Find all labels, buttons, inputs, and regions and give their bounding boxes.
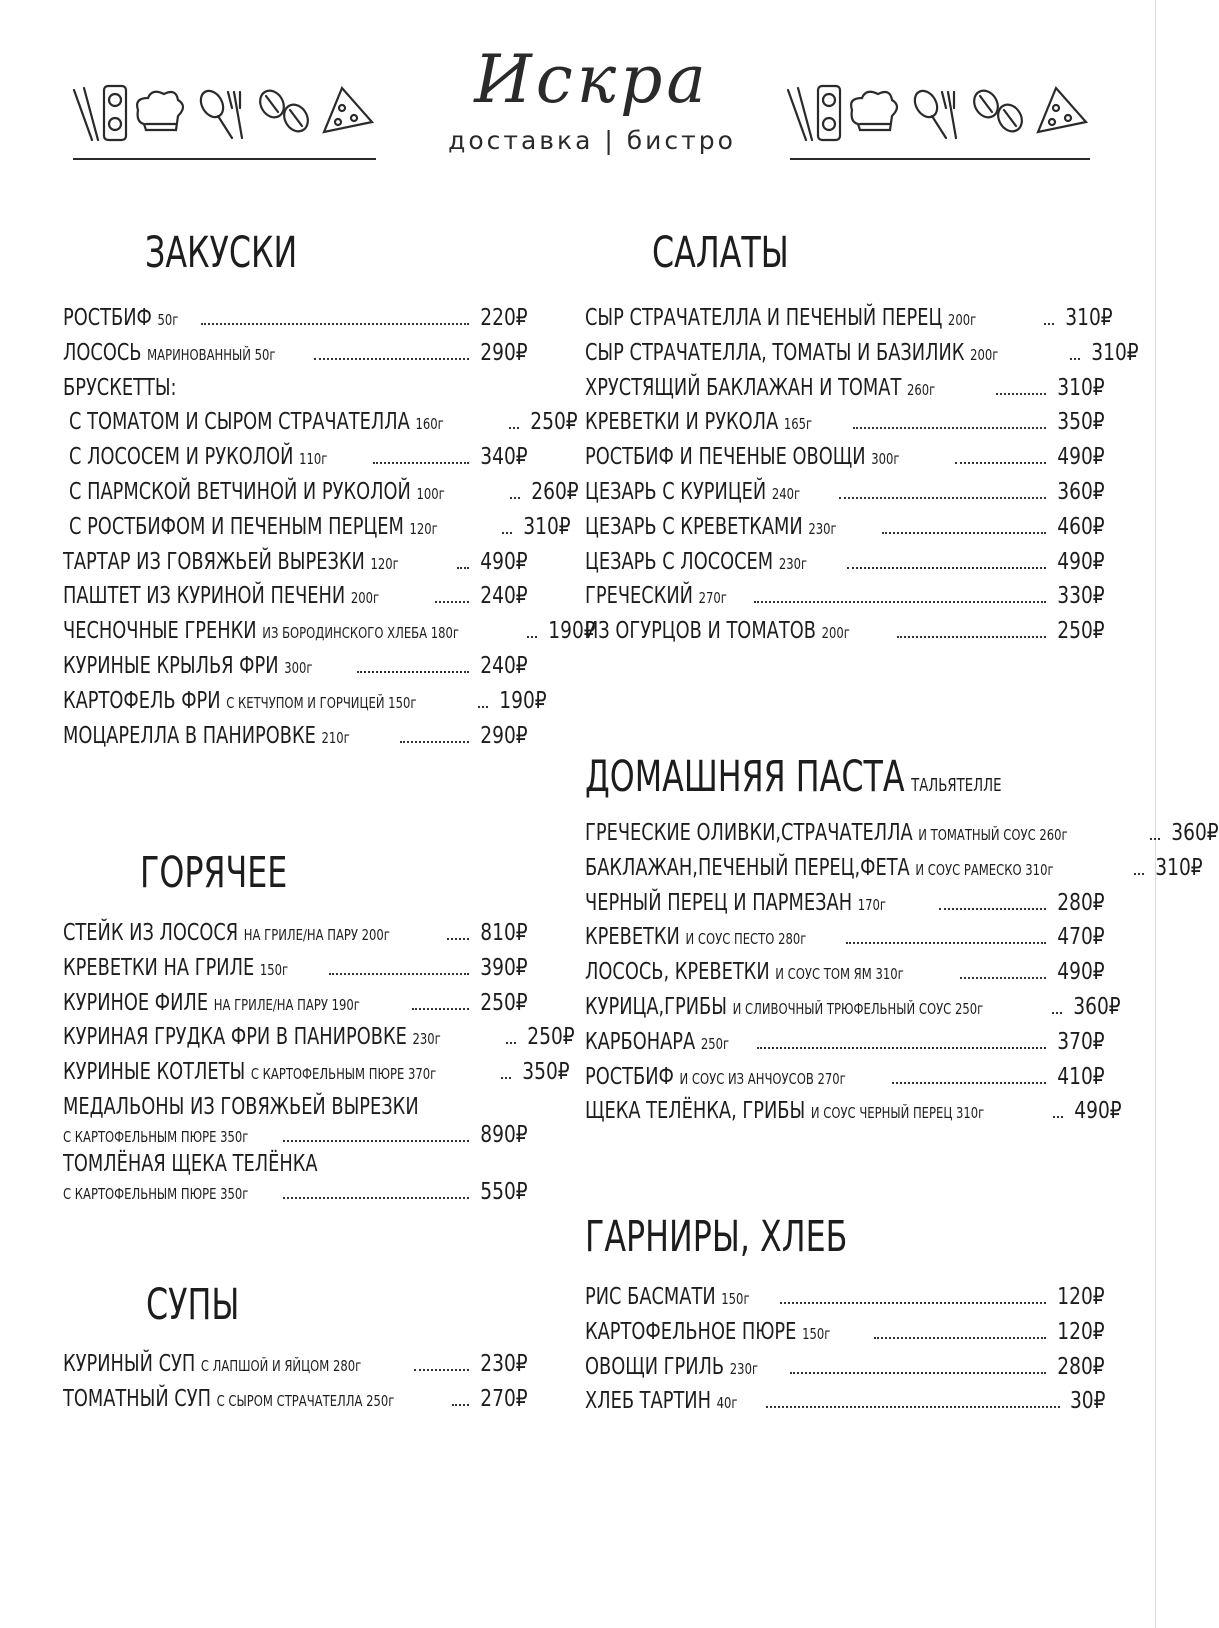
item-price: 310₽: [1065, 305, 1113, 331]
dot-leader: [1044, 323, 1054, 325]
dot-leader: [853, 427, 1046, 429]
item-name: ЦЕЗАРЬ С ЛОСОСЕМ: [585, 548, 774, 575]
item-name: ЩЕКА ТЕЛЁНКА, ГРИБЫ: [585, 1098, 806, 1125]
menu-item: [585, 993, 1121, 1029]
pasta-title: ДОМАШНЯЯ ПАСТА: [585, 752, 905, 802]
item-name: ЛОСОСЬ: [63, 339, 142, 366]
dot-leader: [757, 1047, 1047, 1049]
dot-leader: [400, 741, 469, 743]
garniry-list: [585, 1284, 1105, 1423]
item-name: ЦЕЗАРЬ С КУРИЦЕЙ: [585, 478, 767, 505]
item-note: 150г: [259, 960, 289, 979]
menu-item: [585, 583, 1105, 618]
item-price: 350₽: [1057, 409, 1105, 436]
page-edge: [1155, 0, 1156, 1628]
item-price: 310₽: [523, 513, 571, 540]
menu-item: [585, 854, 1203, 890]
item-price: 330₽: [1057, 583, 1105, 610]
section-title-supy: СУПЫ: [146, 1280, 240, 1330]
dot-leader: [847, 567, 1046, 569]
dot-leader: [996, 393, 1046, 395]
food-icons-right: [786, 82, 1091, 142]
dot-leader: [373, 462, 469, 464]
section-title-garniry: ГАРНИРЫ, ХЛЕБ: [585, 1212, 848, 1262]
item-note: И СОУС ТОМ ЯМ 310г: [775, 965, 904, 984]
item-price: 360₽: [1073, 993, 1121, 1020]
item-price: 280₽: [1057, 889, 1105, 916]
item-note: 120г: [409, 519, 438, 538]
item-price: 490₽: [480, 548, 528, 575]
item-note: 165г: [783, 415, 813, 434]
chef-hat-icon: [137, 92, 183, 130]
item-note: 300г: [871, 450, 900, 469]
spoon-fork-icon: [196, 87, 242, 138]
item-name: ТАРТАР ИЗ ГОВЯЖЬЕЙ ВЫРЕЗКИ: [63, 548, 365, 575]
menu-item: [585, 1284, 1105, 1319]
item-name: ГРЕЧЕСКИЕ ОЛИВКИ,СТРАЧАТЕЛЛА: [585, 820, 913, 846]
menu-item: [585, 1098, 1122, 1133]
item-price: 890₽: [480, 1121, 528, 1148]
item-name: ХРУСТЯЩИЙ БАКЛАЖАН И ТОМАТ: [585, 374, 902, 401]
item-price: 120₽: [1057, 1318, 1105, 1345]
item-name: С ПАРМСКОЙ ВЕТЧИНОЙ И РУКОЛОЙ: [69, 478, 411, 505]
item-price: 230₽: [480, 1351, 528, 1377]
sushi-roll-icon: [818, 86, 840, 140]
pasta-subtitle: ТАЛЬЯТЕЛЛЕ: [911, 775, 1002, 796]
dot-leader: [766, 1406, 1059, 1408]
dot-leader: [790, 1372, 1046, 1374]
item-price: 460₽: [1057, 513, 1105, 540]
item-note: И СОУС РАМЕСКО 310г: [915, 860, 1054, 879]
item-note: И ТОМАТНЫЙ СОУС 260г: [918, 826, 1068, 844]
item-price: 120₽: [1057, 1284, 1105, 1310]
item-note: МАРИНОВАННЫЙ 50г: [147, 345, 276, 364]
item-price: 220₽: [480, 305, 528, 331]
dot-leader: [478, 706, 488, 708]
menu-item: [585, 409, 1105, 444]
section-title-zakuski: ЗАКУСКИ: [145, 228, 298, 278]
menu-item: [585, 549, 1105, 584]
item-note: 160г: [415, 415, 444, 434]
menu-item: [63, 1386, 528, 1421]
item-note: 270г: [698, 589, 727, 608]
menu-item: [63, 340, 528, 375]
item-price: 390₽: [480, 954, 528, 981]
item-note: 200г: [821, 624, 850, 643]
chopsticks-icon: [788, 88, 812, 140]
dot-leader: [780, 1302, 1046, 1304]
menu-item: [585, 890, 1105, 925]
item-note: И СЛИВОЧНЫЙ ТРЮФЕЛЬНЫЙ СОУС 250г: [732, 999, 984, 1018]
item-name: КРЕВЕТКИ: [585, 924, 680, 951]
item-name: ИЗ ОГУРЦОВ И ТОМАТОВ: [585, 618, 816, 645]
menu-item: [63, 618, 597, 653]
section-title-goryachee: ГОРЯЧЕЕ: [140, 848, 288, 898]
menu-item: [585, 1319, 1105, 1354]
item-price: 360₽: [1057, 478, 1105, 505]
item-price: 310₽: [1090, 339, 1139, 366]
item-price: 340₽: [480, 444, 528, 471]
item-name: КУРИНЫЕ КРЫЛЬЯ ФРИ: [63, 652, 279, 679]
item-note: 230г: [778, 554, 808, 573]
item-name: С РОСТБИФОМ И ПЕЧЕНЫМ ПЕРЦЕМ: [69, 513, 404, 540]
item-note: 210г: [321, 728, 350, 747]
dot-leader: [1053, 1116, 1063, 1118]
menu-item: [63, 1094, 528, 1151]
dot-leader: [1052, 1012, 1062, 1014]
item-name: МОЦАРЕЛЛА В ПАНИРОВКЕ: [63, 722, 316, 749]
item-price: 280₽: [1057, 1353, 1105, 1380]
item-note: 40г: [716, 1394, 738, 1413]
menu-item: [585, 1029, 1105, 1064]
item-name: ХЛЕБ ТАРТИН: [585, 1388, 712, 1415]
item-price: 490₽: [1057, 548, 1105, 575]
dot-leader: [201, 323, 469, 325]
item-note: 100г: [416, 484, 445, 503]
dot-leader: [452, 1404, 469, 1406]
item-note: НА ГРИЛЕ/НА ПАРУ 200г: [243, 926, 390, 944]
dot-leader: [846, 942, 1046, 944]
item-price: 260₽: [531, 478, 579, 505]
item-name: КРЕВЕТКИ И РУКОЛА: [585, 409, 779, 436]
item-price: 310₽: [1155, 854, 1203, 881]
section-title-salaty: САЛАТЫ: [652, 228, 789, 278]
item-name: КУРИНЫЙ СУП: [63, 1351, 196, 1377]
menu-item: [63, 1351, 528, 1386]
menu-item: [585, 339, 1139, 375]
pizza-slice-icon: [324, 88, 372, 132]
item-name: ПАШТЕТ ИЗ КУРИНОЙ ПЕЧЕНИ: [63, 583, 346, 610]
menu-item: [585, 1064, 1105, 1099]
item-note: С КАРТОФЕЛЬНЫМ ПЮРЕ 350г: [63, 1127, 249, 1146]
item-name: ТОМАТНЫЙ СУП: [63, 1385, 211, 1412]
item-price: 290₽: [480, 339, 528, 366]
menu-item: [585, 444, 1105, 479]
item-name: БРУСКЕТТЫ:: [63, 374, 177, 401]
item-name: РОСТБИФ: [585, 1063, 674, 1090]
item-name: ОВОЩИ ГРИЛЬ: [585, 1353, 725, 1380]
menu-item: [585, 1354, 1105, 1389]
coffee-beans-icon: [255, 86, 312, 135]
dot-leader: [283, 1197, 470, 1199]
menu-item: [63, 444, 528, 479]
item-price: 250₽: [529, 409, 578, 436]
item-note: 200г: [970, 345, 999, 364]
item-name: ЧЕСНОЧНЫЕ ГРЕНКИ: [63, 618, 257, 645]
item-name: РИС БАСМАТИ: [585, 1284, 716, 1310]
dot-leader: [502, 532, 512, 534]
item-note: С СЫРОМ СТРАЧАТЕЛЛА 250г: [216, 1391, 395, 1410]
dot-leader: [447, 938, 469, 940]
brand-name: Искра: [474, 41, 710, 118]
item-name: СТЕЙК ИЗ ЛОСОСЯ: [63, 920, 239, 946]
item-name: КУРИНЫЕ КОТЛЕТЫ: [63, 1059, 246, 1086]
dot-leader: [882, 532, 1047, 534]
dot-leader: [414, 1369, 470, 1371]
dot-leader: [1134, 873, 1144, 875]
item-name: КРЕВЕТКИ НА ГРИЛЕ: [63, 954, 255, 981]
item-name: ЦЕЗАРЬ С КРЕВЕТКАМИ: [585, 513, 803, 540]
menu-item: [63, 305, 528, 340]
item-note: 240г: [771, 484, 801, 503]
dot-leader: [754, 601, 1046, 603]
spoon-fork-icon: [910, 87, 956, 138]
item-price: 350₽: [522, 1059, 570, 1086]
item-name: ЛОСОСЬ, КРЕВЕТКИ: [585, 959, 770, 986]
goryachee-list: [63, 920, 575, 1208]
item-note: НА ГРИЛЕ/НА ПАРУ 190г: [213, 995, 360, 1014]
menu-item: [63, 409, 578, 444]
menu-item: [585, 618, 1105, 653]
item-note: И СОУС ЧЕРНЫЙ ПЕРЕЦ 310г: [810, 1104, 985, 1123]
item-note: 110г: [299, 450, 328, 469]
item-price: 190₽: [548, 618, 597, 645]
header-rule-left: [73, 158, 376, 160]
sushi-roll-icon: [104, 86, 126, 140]
item-name: КАРТОФЕЛЬНОЕ ПЮРЕ: [585, 1318, 797, 1345]
dot-leader: [329, 973, 470, 975]
item-price: 30₽: [1069, 1388, 1105, 1415]
menu-item: [585, 1388, 1105, 1423]
dot-leader: [412, 1008, 469, 1010]
dot-leader: [501, 1077, 511, 1079]
item-note: 300г: [284, 658, 313, 677]
item-price: 310₽: [1057, 374, 1105, 401]
menu-item: [63, 513, 571, 549]
dot-leader: [509, 427, 519, 429]
dot-leader: [457, 567, 469, 569]
item-price: 250₽: [1057, 618, 1105, 645]
item-note: И СОУС ИЗ АНЧОУСОВ 270г: [679, 1069, 846, 1088]
item-price: 250₽: [480, 989, 528, 1016]
item-price: 360₽: [1171, 820, 1219, 846]
menu-item: [585, 514, 1105, 549]
dot-leader: [960, 977, 1047, 979]
menu-item: [63, 723, 528, 758]
item-note: 230г: [808, 519, 837, 538]
item-price: 490₽: [1074, 1098, 1122, 1125]
item-name: ГРЕЧЕСКИЙ: [585, 583, 693, 610]
item-note: 50г: [157, 311, 179, 329]
zakuski-list: [63, 305, 597, 757]
dot-leader: [892, 1082, 1046, 1084]
brand-tagline: доставка | бистро: [448, 126, 736, 155]
item-name: КУРИНОЕ ФИЛЕ: [63, 989, 209, 1016]
dot-leader: [839, 497, 1046, 499]
item-note: С КАРТОФЕЛЬНЫМ ПЮРЕ 370г: [250, 1065, 437, 1084]
item-note: С КАРТОФЕЛЬНЫМ ПЮРЕ 350г: [63, 1184, 249, 1203]
item-name: С ЛОСОСЕМ И РУКОЛОЙ: [69, 444, 294, 471]
section-title-pasta: [585, 752, 1001, 802]
item-name: КУРИЦА,ГРИБЫ: [585, 993, 727, 1020]
item-note: 170г: [857, 895, 887, 914]
item-price: 490₽: [1057, 444, 1105, 471]
item-price: 190₽: [499, 687, 547, 714]
menu-item: [63, 1151, 528, 1208]
item-name: КАРТОФЕЛЬ ФРИ: [63, 687, 221, 714]
item-price: 370₽: [1057, 1028, 1105, 1055]
item-name: БАКЛАЖАН,ПЕЧЕНЫЙ ПЕРЕЦ,ФЕТА: [585, 854, 910, 881]
menu-item: [63, 990, 528, 1025]
item-name: СЫР СТРАЧАТЕЛЛА И ПЕЧЕНЫЙ ПЕРЕЦ: [585, 305, 943, 331]
dot-leader: [1070, 358, 1080, 360]
item-price: 250₽: [527, 1024, 575, 1051]
menu-item: [63, 1024, 575, 1059]
supy-list: [63, 1351, 528, 1421]
menu-header: [0, 0, 1170, 200]
menu-item: [63, 549, 528, 584]
menu-item: [63, 1059, 570, 1094]
item-note: ИЗ БОРОДИНСКОГО ХЛЕБА 180г: [262, 624, 459, 643]
menu-item: [585, 479, 1105, 514]
item-price: 270₽: [480, 1385, 528, 1412]
item-note: С ЛАПШОЙ И ЯЙЦОМ 280г: [200, 1357, 362, 1375]
item-note: 120г: [370, 554, 399, 573]
pasta-list: [585, 820, 1219, 1133]
item-price: 290₽: [480, 722, 528, 749]
menu-item: [63, 653, 528, 688]
menu-item: [63, 375, 528, 410]
menu-item: [585, 959, 1105, 994]
item-name: РОСТБИФ: [63, 305, 152, 331]
header-rule-right: [790, 158, 1090, 160]
coffee-beans-icon: [969, 86, 1026, 135]
item-name: МЕДАЛЬОНЫ ИЗ ГОВЯЖЬЕЙ ВЫРЕЗКИ: [63, 1093, 419, 1120]
item-note: 230г: [729, 1359, 759, 1378]
item-name: РОСТБИФ И ПЕЧЕНЫЕ ОВОЩИ: [585, 444, 866, 471]
dot-leader: [897, 636, 1046, 638]
menu-item: [63, 687, 547, 723]
menu-item: [585, 375, 1105, 410]
dot-leader: [357, 671, 469, 673]
chef-hat-icon: [851, 92, 897, 130]
item-name: СЫР СТРАЧАТЕЛЛА, ТОМАТЫ И БАЗИЛИК: [585, 339, 965, 366]
item-name: С ТОМАТОМ И СЫРОМ СТРАЧАТЕЛЛА: [69, 409, 410, 436]
pizza-slice-icon: [1038, 88, 1086, 132]
item-note: 260г: [906, 380, 936, 399]
item-note: С КЕТЧУПОМ И ГОРЧИЦЕЙ 150г: [226, 693, 417, 712]
item-price: 410₽: [1057, 1063, 1105, 1090]
dot-leader: [955, 462, 1047, 464]
item-note: 250г: [700, 1034, 730, 1053]
dot-leader: [510, 497, 520, 499]
menu-item: [63, 955, 528, 990]
salaty-list: [585, 305, 1139, 653]
item-note: 200г: [947, 311, 977, 329]
item-name: КАРБОНАРА: [585, 1028, 696, 1055]
menu-item: [585, 305, 1113, 340]
item-name: ЧЕРНЫЙ ПЕРЕЦ И ПАРМЕЗАН: [585, 889, 853, 916]
item-note: 230г: [412, 1030, 441, 1049]
chopsticks-icon: [74, 88, 98, 140]
item-note: 150г: [721, 1290, 750, 1308]
dot-leader: [874, 1337, 1046, 1339]
item-price: 810₽: [480, 920, 528, 946]
item-note: И СОУС ПЕСТО 280г: [685, 930, 807, 949]
item-price: 240₽: [480, 652, 528, 679]
food-icons-left: [72, 82, 377, 142]
item-note: 150г: [802, 1324, 831, 1343]
menu-item: [585, 924, 1105, 959]
dot-leader: [435, 601, 470, 603]
dot-leader: [283, 1140, 470, 1142]
dot-leader: [527, 636, 537, 638]
dot-leader: [939, 908, 1046, 910]
item-price: 490₽: [1057, 959, 1105, 986]
dot-leader: [1150, 838, 1160, 840]
dot-leader: [314, 358, 469, 360]
item-note: 200г: [350, 589, 380, 608]
item-name: КУРИНАЯ ГРУДКА ФРИ В ПАНИРОВКЕ: [63, 1024, 407, 1051]
item-price: 550₽: [480, 1178, 528, 1205]
item-price: 470₽: [1057, 924, 1105, 951]
item-name: ТОМЛЁНАЯ ЩЕКА ТЕЛЁНКА: [63, 1150, 318, 1177]
item-price: 240₽: [480, 583, 528, 610]
menu-item: [63, 583, 528, 618]
menu-item: [63, 478, 579, 514]
menu-item: [63, 920, 528, 955]
menu-item: [585, 820, 1219, 855]
dot-leader: [506, 1042, 516, 1044]
brand-logo: [412, 40, 772, 155]
